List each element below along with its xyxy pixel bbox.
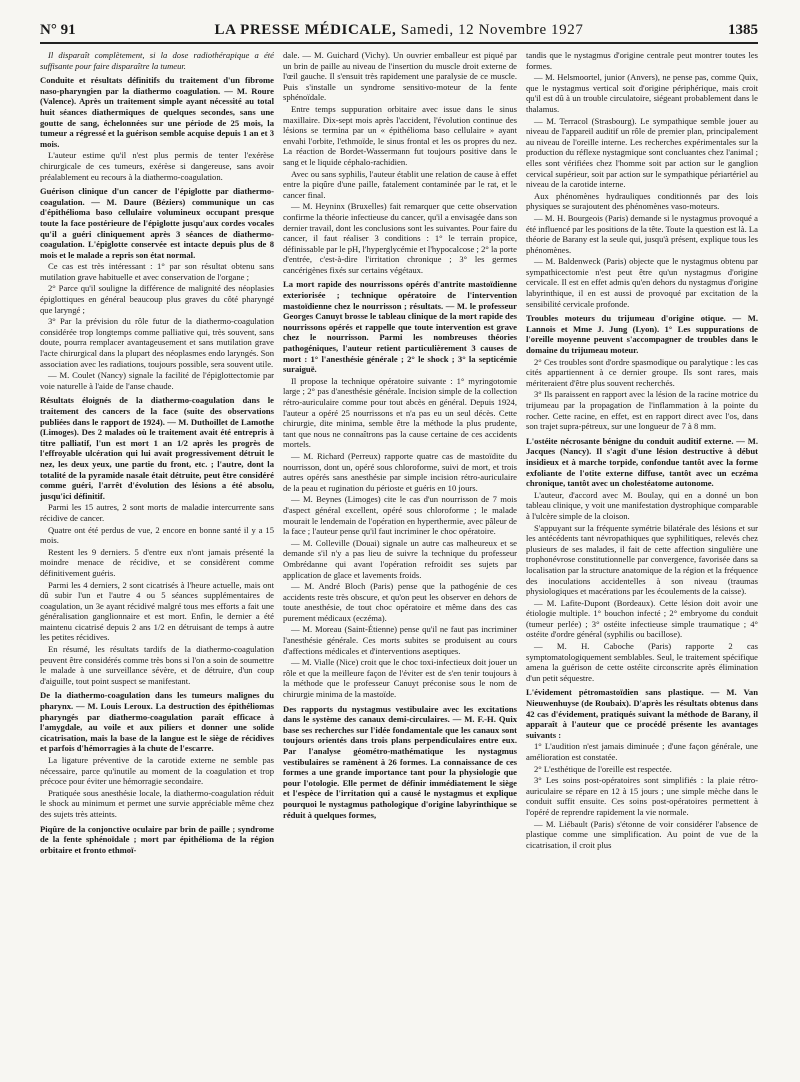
paragraph: — M. H. Caboche (Paris) rapporte 2 cas symptomatologiquement semblables. Seul, le traitement spécifique amena la guérison de cette ostéite circonscrite après élimination d'un petit séquestre. (526, 641, 758, 683)
paragraph: La ligature préventive de la carotide externe ne semble pas nécessaire, parce qu'inutile au moment de la coagulation et trop précoce pour éviter une hémorragie secondaire. (40, 755, 274, 787)
paragraph: — M. Liébault (Paris) s'étonne de voir considérer l'absence de plastique comme une simplification. Au point de vue de la cicatrisation, il croit plus (526, 818, 758, 850)
paragraph: Il propose la technique opératoire suivante : 1° myringotomie large ; 2° pas d'anesthésie générale. Incision simple de la collection rétro-auriculaire comme pour tout abcès en général. Depuis 1924, l'auteur a opéré 25 nourrissons et n'a pas eu un seul décès. Cette chirurgie, dite minima, semble être la méthode la plus prudente, tant que nous ne connaîtrons pas la cause certaine de ces accidents mortels. (283, 375, 517, 450)
paragraph: 2° Parce qu'il souligne la différence de malignité des néoplasies épiglottiques en général beaucoup plus graves du côté pharyngé que laryngé ; (40, 283, 274, 315)
paragraph: tandis que le nystagmus d'origine centrale peut montrer toutes les formes. (526, 50, 758, 71)
paragraph: 3° Par la prévision du rôle futur de la diathermo-coagulation considérée trop longtemps comme palliative qui, très souvent, sans doute, pourra remplacer avantageusement et sans mutilation grave l'acte chirurgical dans la plupart des néoplasmes endo laryngés. Son association avec les radiations, toujours possible, sera souvent utile. (40, 316, 274, 369)
paragraph: Parmi les 15 autres, 2 sont morts de maladie intercurrente sans récidive de cancer. (40, 502, 274, 523)
text-column-right (526, 50, 758, 1070)
paragraph: — M. Moreau (Saint-Étienne) pense qu'il ne faut pas incriminer l'anesthésie générale. Ces morts subites se produisent au cours d'affections médicales et d'interventions aseptiques. (283, 624, 517, 656)
issue-date: Samedi, 12 Novembre 1927 (400, 22, 584, 38)
paragraph: Il disparaît complètement, si la dose radiothérapique a été suffisante pour faire disparaître la tumeur. (40, 50, 274, 71)
paragraph: L'auteur, d'accord avec M. Boulay, qui en a donné un bon tableau clinique, y voit une manifestation dystrophique comparable à l'ulcère simple de la cloison. (526, 489, 758, 521)
paragraph: Piqûre de la conjonctive oculaire par brin de paille ; syndrome de la fente sphénoïdale ; mort par épithélioma de la région orbitaire et fronto ethmoï- (40, 823, 274, 855)
issue-number: N° 91 (40, 22, 76, 38)
paragraph: Quatre ont été perdus de vue, 2 encore en bonne santé il y a 15 mois. (40, 524, 274, 546)
paragraph: Conduite et résultats définitifs du traitement d'un fibrome naso-pharyngien par la diathermo coagulation. — M. Roure (Valence). Après un traitement simple ayant nécessité au total huit séances diathermiques de quelques secondes, sans une goutte de sang, échelonnées sur une période de 25 mois, la tumeur a régressé et la guérison semble acquise depuis 1 an et 3 mois. (40, 75, 274, 149)
paragraph: Des rapports du nystagmus vestibulaire avec les excitations dans le système des canaux demi-circulaires. — M. F.-H. Quix base ses recherches sur l'idée fondamentale que les canaux sont toujours orientés dans trois plans perpendiculaires entre eux. Par l'analyse géométro-mathématique les nystagmus vestibulaires se ramènent à 26 formes. La connaissance de ces formes a une grande importance tant pour la physiologie que pour l'otologie. Elle permet de définir immédiatement le siège et l'espèce de l'irritation qui a causé le nystagmus et explique pourquoi le nystagmus pathologique d'origine labyrinthique se réduit à quelques formes, (283, 703, 517, 820)
paragraph: — M. Heyninx (Bruxelles) fait remarquer que cette observation confirme la théorie infectieuse du cancer, qu'il a envisagée dans son dernier travail, dont les conclusions sont les suivantes. Pour faire du cancer, il faut réaliser 3 conditions : 1° le terrain propice, définissable par le pH, l'hyperglycémie et l'hypocalcose ; 2° la porte d'entrée, c'est-à-dire l'irritation chronique ; 3° les germes cancérigènes fixés sur certains végétaux. (283, 201, 517, 275)
paragraph: Parmi les 4 derniers, 2 sont cicatrisés à l'heure actuelle, mais ont dû subir l'un et l'autre 4 ou 5 séances supplémentaires de coagulation, un 3e ayant récidivé malgré tous mes efforts a fait une généralisation ganglionnaire et est mort. Enfin, le dernier a été maintenu cicatrisé depuis 2 ans 1/2 en détruisant de temps à autre les petites récidives. (40, 579, 274, 643)
text-column-middle (283, 50, 517, 1070)
paragraph: De la diathermo-coagulation dans les tumeurs malignes du pharynx. — M. Louis Leroux. La destruction des épithéliomas pharyngés par diathermo-coagulation paraît efficace à l'amygdale, au voile et aux piliers et donner une solide cicatrisation, mais la base de la langue est le siège de récidives et parfois d'hémorragies à la chute de l'escarre. (40, 690, 274, 754)
paragraph: L'ostéite nécrosante bénigne du conduit auditif externe. — M. Jacques (Nancy). Il s'agit d'une lésion destructive à début insidieux et à marche torpide, confondue tantôt avec la forme exfoliante de l'otite externe diffuse, tantôt avec un eczéma chronique, tantôt avec un cholestéatome autonome. (526, 435, 758, 489)
paragraph: — M. Beynes (Limoges) cite le cas d'un nourrisson de 7 mois d'aspect général excellent, opéré sous chloroforme ; le malade mourait le lendemain de l'opération en hyperthermie, avec pâleur de la face ; l'auteur pense qu'il faut incriminer le choc opératoire. (283, 494, 517, 537)
paragraph: Entre temps suppuration orbitaire avec issue dans le sinus maxillaire. Dix-sept mois après l'accident, l'évolution continue des lésions se termina par un « épithélioma baso cellulaire » ayant envahi l'orbite, l'ethmoïde, le sinus frontal et les os propres du nez. La réaction de Bordet-Wassermann fut toujours positive dans le sang et le liquide céphalo-rachidien. (283, 103, 517, 167)
paragraph: — M. H. Bourgeois (Paris) demande si le nystagmus provoqué a été influencé par les positions de la tête. Toute la question est là. La théorie de Barany est la seule qui, jusqu'à présent, explique tous les phénomènes. (526, 212, 758, 255)
paragraph: L'auteur estime qu'il n'est plus permis de tenter l'exérèse chirurgicale de ces tumeurs, exérèse si dangereuse, sans avoir préalablement eu recours à la diathermo-coagulation. (40, 150, 274, 182)
paragraph: — M. Vialle (Nice) croit que le choc toxi-infectieux doit jouer un rôle et que la meilleure façon de l'éviter est de s'en tenir toujours à la méthode que le professeur Canuyt préconise sous le nom de chirurgie minima de la mastoïde. (283, 657, 517, 700)
masthead (40, 20, 758, 40)
paragraph: 3° Les soins post-opératoires sont simplifiés : la plaie rétro-auriculaire se répare en 12 à 15 jours ; une simple mèche dans le conduit suffit ensuite. Ces soins post-opératoires permettent à l'opéré de reprendre rapidement la vie normale. (526, 775, 758, 817)
paragraph: — M. Coulet (Nancy) signale la facilité de l'épiglottectomie par voie naturelle à l'aide de l'anse chaude. (40, 370, 274, 391)
paragraph: S'appuyant sur la fréquente symétrie bilatérale des lésions et sur les antécédents tant névropathiques que syphilitiques, relevés chez plusieurs de ses malades, il fait de cette affection singulière une trophonévrose constitutionnelle par convergence, favorisée dans sa localisation par la structure anatomique de la région et la fréquence des inoculations accidentelles à son niveau (traumas physiologiques et macérations par les écoulements de la caisse). (526, 522, 758, 597)
paragraph: — M. Colleville (Douai) signale un autre cas malheureux et se demande s'il n'y a pas lieu de suivre la technique du professeur Ombrédanne qui avant l'opération refroidit ses sujets par application de glace et lavements froids. (283, 537, 517, 580)
paragraph: 2° L'esthétique de l'oreille est respectée. (534, 763, 672, 774)
text-column-left (40, 50, 274, 1070)
paragraph: L'évidement pétromastoïdien sans plastique. — M. Van Nieuwenhuyse (de Roubaix). D'après les résultats obtenus dans 42 cas d'évidement, pratiqués suivant la méthode de Barany, il apparaît à l'auteur que ce procédé présente les avantages suivants : (526, 687, 758, 740)
paragraph: Restent les 9 derniers. 5 d'entre eux n'ont jamais présenté la moindre menace de récidive, et se considèrent comme définitivement guéris. (40, 546, 274, 578)
paragraph: Avec ou sans syphilis, l'auteur établit une relation de cause à effet entre la piqûre d'une paille, fatalement contaminée par le rat, et le cancer final. (283, 168, 517, 200)
paragraph: Guérison clinique d'un cancer de l'épiglotte par diathermo-coagulation. — M. Daure (Béziers) communique un cas d'épithélioma baso cellulaire volumineux occupant presque toute la face postérieure de l'épiglotte jusqu'aux cordes vocales qu'il a guéri cliniquement après 3 séances de diathermo-coagulation. L'épiglotte conservée est intacte depuis plus de 8 mois et le malade a repris son état normal. (40, 186, 274, 260)
paragraph: Aux phénomènes hydrauliques conditionnés par des lois physiques se surajoutent des phénomènes vaso-moteurs. (526, 190, 758, 212)
paragraph: La mort rapide des nourrissons opérés d'antrite mastoïdienne exteriorisée ; technique opératoire de l'intervention mastoïdienne chez le nourrisson ; résultats. — M. le professeur Georges Canuyt brosse le tableau clinique de la mort rapide des nourrissons opérés et rappelle que toute intervention est grave chez le nourrisson. Parmi les nombreuses théories pathogéniques, l'auteur retient particulièrement 3 causes de mort : 1° l'anesthésie générale ; 2° le shock ; 3° la septicémie suraiguë. (283, 279, 517, 375)
paragraph: — M. Terracol (Strasbourg). Le sympathique semble jouer au niveau de l'appareil auditif un rôle de premier plan, principalement au niveau de l'oreille interne. Les recherches expérimentales sur la production du réflexe nystagmique sont concluantes chez l'animal ; elles sont vérifiées chez l'homme soit par action sur le ganglion cervical supérieur, soit par action sur le sympathique périartériel au niveau de la carotide interne. (526, 115, 758, 190)
paragraph: dale. — M. Guichard (Vichy). Un ouvrier emballeur est piqué par un brin de paille au niveau de l'insertion du muscle droit externe de l'œil gauche. Il s'ensuit très rapidement une paralysie de ce muscle. Puis s'installe un syndrome sensitivo-moteur de la fente sphénoïdale. (283, 50, 517, 103)
paragraph: — M. André Bloch (Paris) pense que la pathogénie de ces accidents reste très obscure, et qu'on peut les observer en dehors de toute anesthésie, de tout choc opératoire et même dans des cas purement médicaux (eczéma). (283, 581, 517, 623)
paragraph: 1° L'audition n'est jamais diminuée ; d'une façon générale, une amélioration est constatée. (526, 741, 758, 762)
paragraph: — M. Lafite-Dupont (Bordeaux). Cette lésion doit avoir une étiologie multiple. 1° bouchon infecté ; 2° embryome du conduit (tumeur perlée) ; 3° ostéite infectieuse simple traumatique ; 4° ostéite d'ordre général (syphilis ou bacillose). (526, 597, 758, 640)
paragraph: 2° Ces troubles sont d'ordre spasmodique ou paralytique : les cas cités appartiennent à ce dernier groupe. Ils sont rares, mais mériteraient d'être plus souvent recherchés. (526, 356, 758, 388)
paragraph: 3° Ils paraissent en rapport avec la lésion de la racine motrice du trijumeau par la propagation de l'inflammation à la pointe du rocher. Cette racine, en effet, est en rapport direct avec l'os, dans son trajet supra-pétreux, sur une longueur de 7 à 8 mm. (526, 389, 758, 432)
paragraph: — M. Baldenweck (Paris) objecte que le nystagmus obtenu par sympathicectomie n'est peut être qu'un nystagmus d'origine cervicale. Il est en effet admis qu'en dehors du nystagmus d'origine labyrinthique, il en est aussi de provoqué par excitation de la sensibilité cervicale profonde. (526, 256, 758, 309)
newspaper-title: LA PRESSE MÉDICALE, (214, 22, 397, 38)
page-header (40, 20, 758, 40)
paragraph: — M. Richard (Perreux) rapporte quatre cas de mastoïdite du nourrisson, dont un, opéré sous chloroforme, suivi de mort, et trois autres opérés sans anesthésie par simple incision rétro-auriculaire de la peau et rugination du périoste et guéris en 10 jours. (283, 450, 517, 493)
paragraph: Pratiquée sous anesthésie locale, la diathermo-coagulation réduit le shock au minimum et permet une survie appréciable même chez des sujets très atteints. (40, 787, 274, 819)
paragraph: — M. Helsmoortel, junior (Anvers), ne pense pas, comme Quix, que le nystagmus vertical soit d'origine périphérique, mais croit qu'il est dû à un trouble circulatoire, siégeant probablement dans le thalamus. (526, 72, 758, 114)
paragraph: Troubles moteurs du trijumeau d'origine otique. — M. Lannois et Mme J. Jung (Lyon). 1° Les suppurations de l'oreille moyenne peuvent s'accompagner de troubles dans le domaine du trijumeau moteur. (526, 313, 758, 356)
header-rule (40, 42, 758, 44)
paragraph: En résumé, les résultats tardifs de la diathermo-coagulation peuvent être considérés comme très bons si l'on a soin de soumettre le malade à une surveillance sévère, et de détruire, d'un coup d'aiguille, tout point suspect se manifestant. (40, 644, 274, 686)
page-number: 1385 (728, 22, 758, 38)
paragraph: Résultats éloignés de la diathermo-coagulation dans le traitement des cancers de la face (suite des observations publiées dans le rapport de 1924). — M. Duthoillet de Lamothe (Limoges). Des 2 malades où le traitement avait été entrepris à titre palliatif, l'un est mort 1 an 1/2 après les progrès de l'effroyable ulcération qui lui avait progressivement détruit le nez, les deux yeux, une partie du front, etc. ; l'autre, dont la totalité de la pyramide nasale était détruite, peut être considéré comme guéri, l'arrêt d'évolution des lésions a été absolu, jusqu'ici définitif. (40, 395, 274, 501)
paragraph: Ce cas est très intéressant : 1° par son résultat obtenu sans mutilation grave habituelle et avec conservation de l'organe ; (40, 261, 274, 282)
